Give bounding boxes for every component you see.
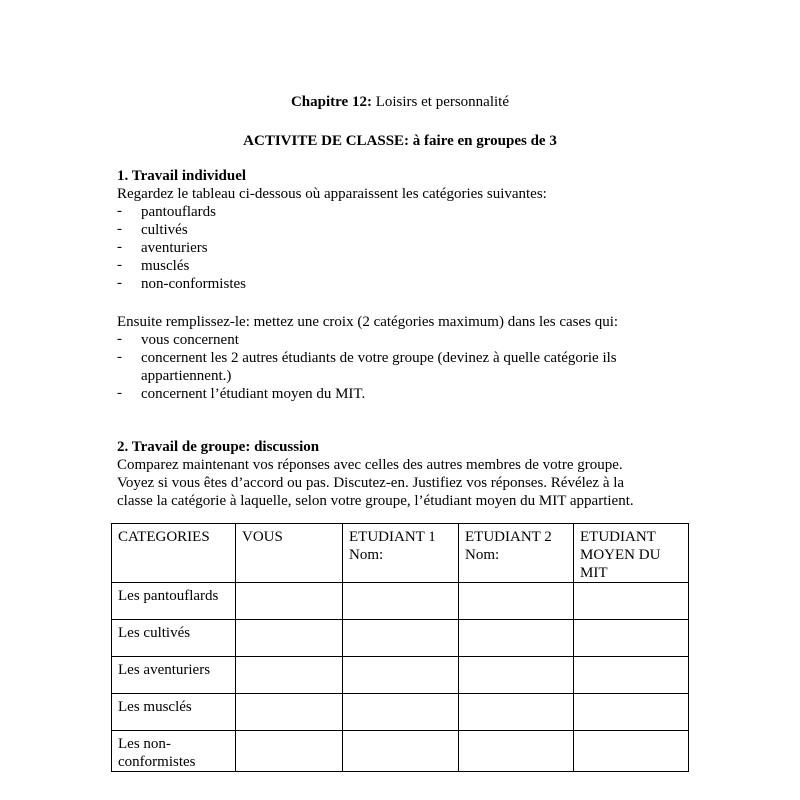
nom-label: Nom: bbox=[465, 547, 500, 563]
table-cell[interactable] bbox=[236, 583, 343, 620]
section2-heading: 2. Travail de groupe: discussion bbox=[117, 439, 320, 455]
table-cell[interactable] bbox=[574, 731, 689, 772]
page-title bbox=[0, 94, 800, 111]
row-label: Les pantouflards bbox=[112, 583, 236, 620]
table-row bbox=[112, 694, 689, 731]
table-cell[interactable] bbox=[459, 583, 574, 620]
table-cell[interactable] bbox=[574, 657, 689, 694]
table-row bbox=[112, 620, 689, 657]
section1-intro: Regardez le tableau ci-dessous où apparaissent les catégories suivantes: bbox=[117, 186, 547, 202]
table-cell[interactable] bbox=[236, 694, 343, 731]
worksheet-page: Chapitre 12: Loisirs et personnalité ACTIVITE DE CLASSE: à faire en groupes de 3 1. Travail individuel Regardez le tableau ci-dessous où apparaissent les catégories suivantes: - pantouflards - cultivés - aventuriers - musclés - non-conformistes Ensuite remplissez-le: mettez une croix (2 catégories maximum) dans les cases qui: - vous concernent - concernent les 2 autres étudiants de votre groupe (devinez à quelle catégorie ils appartiennent.) - concernent l’étudiant moyen du MIT. 2. Travail de groupe: discussion Comparez maintenant vos réponses avec celles des autres membres de votre groupe. Voyez si vous êtes d’accord ou pas. Discutez-en. Justifiez vos réponses. Révélez à la classe la catégorie à laquelle, selon votre groupe, l’étudiant moyen du MIT appartient. CATEGORIES VOUS ETUDIANT 1 Nom: ETUDIANT 2 Nom: ETUDIANT MOYEN DU MIT Les pantouflards Les cultivés Les aventuriers Les musclés Les non-conformistes bbox=[0, 0, 800, 800]
nom-label: Nom: bbox=[349, 547, 384, 563]
list-item: cultivés bbox=[141, 222, 188, 238]
table-header-row bbox=[112, 524, 689, 583]
section2-line: Voyez si vous êtes d’accord ou pas. Discutez-en. Justifiez vos réponses. Révélez à la bbox=[117, 475, 625, 491]
table-cell[interactable] bbox=[459, 731, 574, 772]
table-cell[interactable] bbox=[574, 583, 689, 620]
header-vous: VOUS bbox=[236, 524, 343, 583]
table-row bbox=[112, 657, 689, 694]
table-cell[interactable] bbox=[236, 657, 343, 694]
header-etudiant-moyen: ETUDIANT MOYEN DU MIT bbox=[574, 524, 689, 583]
header-label: ETUDIANT 1 bbox=[349, 529, 436, 545]
table-cell[interactable] bbox=[236, 731, 343, 772]
list-item: concernent l’étudiant moyen du MIT. bbox=[141, 386, 366, 402]
row-label: Les cultivés bbox=[112, 620, 236, 657]
table-row bbox=[112, 583, 689, 620]
section2-line: Comparez maintenant vos réponses avec celles des autres membres de votre groupe. bbox=[117, 457, 623, 473]
table-cell[interactable] bbox=[343, 731, 459, 772]
table-cell[interactable] bbox=[459, 620, 574, 657]
header-etudiant-2 bbox=[459, 524, 574, 583]
list-item: pantouflards bbox=[141, 204, 216, 220]
table-cell[interactable] bbox=[343, 620, 459, 657]
table-cell[interactable] bbox=[459, 694, 574, 731]
list-item-continuation: appartiennent.) bbox=[141, 368, 232, 384]
chapter-number: Chapitre 12: bbox=[290, 94, 372, 110]
row-label: Les aventuriers bbox=[112, 657, 236, 694]
table-cell[interactable] bbox=[236, 620, 343, 657]
list-item: non-conformistes bbox=[141, 276, 246, 292]
header-etudiant-1 bbox=[343, 524, 459, 583]
table-row bbox=[112, 731, 689, 772]
table-cell[interactable] bbox=[343, 694, 459, 731]
categories-table bbox=[111, 523, 689, 772]
row-label: Les non-conformistes bbox=[112, 731, 236, 772]
table-cell[interactable] bbox=[574, 620, 689, 657]
list-item: concernent les 2 autres étudiants de votre groupe (devinez à quelle catégorie ils bbox=[141, 350, 617, 366]
table-cell[interactable] bbox=[343, 583, 459, 620]
list-item: aventuriers bbox=[141, 240, 208, 256]
table-cell[interactable] bbox=[459, 657, 574, 694]
table-cell[interactable] bbox=[343, 657, 459, 694]
section1-instruction: Ensuite remplissez-le: mettez une croix (2 catégories maximum) dans les cases qui: bbox=[117, 314, 619, 330]
row-label: Les musclés bbox=[112, 694, 236, 731]
activity-heading: ACTIVITE DE CLASSE: à faire en groupes de 3 bbox=[243, 133, 557, 149]
chapter-title: Loisirs et personnalité bbox=[371, 94, 510, 110]
section1-heading: 1. Travail individuel bbox=[117, 168, 247, 184]
header-label: ETUDIANT 2 bbox=[465, 529, 552, 545]
list-item: vous concernent bbox=[141, 332, 239, 348]
section2-line: classe la catégorie à laquelle, selon votre groupe, l’étudiant moyen du MIT appartient. bbox=[117, 493, 634, 509]
list-item: musclés bbox=[141, 258, 190, 274]
table-cell[interactable] bbox=[574, 694, 689, 731]
header-categories: CATEGORIES bbox=[112, 524, 236, 583]
